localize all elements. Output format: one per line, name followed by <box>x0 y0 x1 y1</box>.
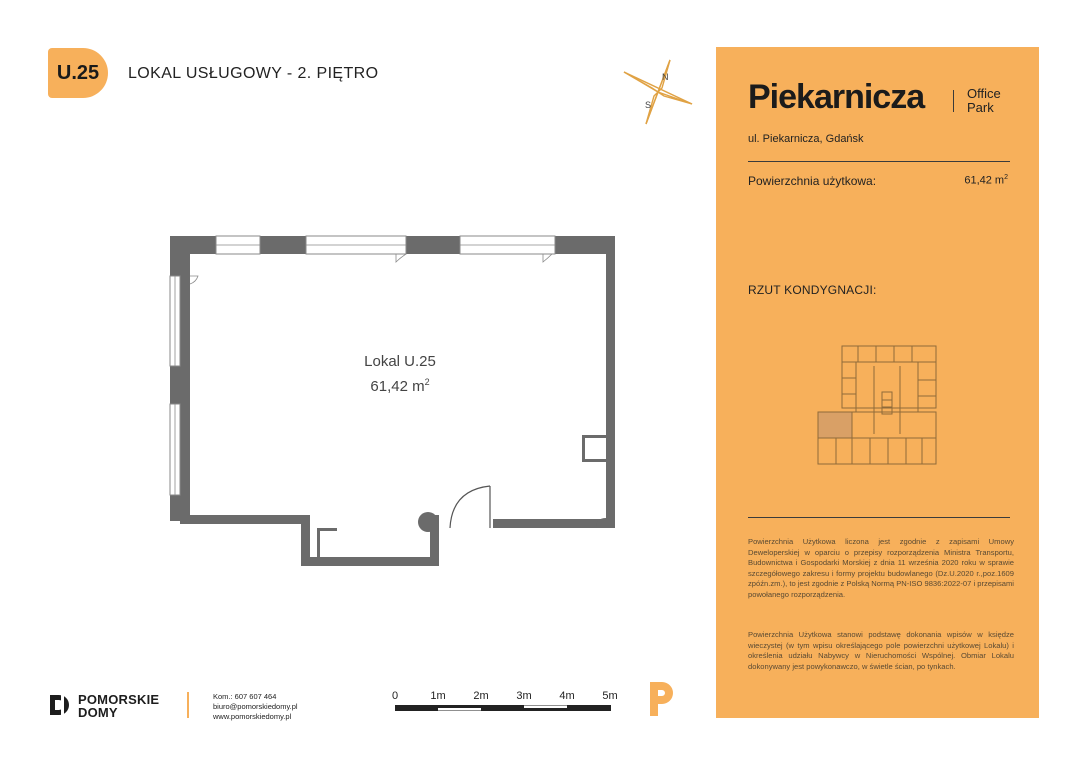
scale-bar <box>395 705 611 711</box>
room-area: 61,42 $m^2$ <box>370 377 430 395</box>
scale-label: 2m <box>473 690 489 702</box>
logo-divider <box>953 90 954 112</box>
compass-icon <box>622 58 694 126</box>
scale-label: 3m <box>516 690 532 702</box>
compass-north-label: N <box>662 72 669 82</box>
logo-sub-park: Park <box>967 100 994 115</box>
scale-label: 1m <box>430 690 446 702</box>
highlighted-unit <box>818 412 852 438</box>
contact-phone: Kom.: 607 607 464 <box>213 692 277 701</box>
pomorskie-domy-logo-icon <box>48 693 74 717</box>
logo-sub-office: Office <box>967 86 1001 101</box>
unit-badge: U.25 <box>48 48 108 98</box>
footer-divider <box>187 692 189 718</box>
divider <box>748 517 1010 518</box>
p-brand-mark-icon <box>648 680 680 718</box>
divider <box>748 161 1010 162</box>
floor-overview-map <box>812 340 942 470</box>
scale-label: 4m <box>559 690 575 702</box>
area-label: Powierzchnia użytkowa: <box>748 174 877 188</box>
piekarnicza-logo: Piekarnicza <box>748 78 925 116</box>
scale-label: 5m <box>602 690 618 702</box>
address: ul. Piekarnicza, Gdańsk <box>748 133 864 145</box>
brand-name-line-1: POMORSKIE <box>78 692 160 707</box>
unit-title: LOKAL USŁUGOWY - 2. PIĘTRO <box>128 65 379 82</box>
scale-label: 0 <box>391 690 399 702</box>
floor-plan <box>160 228 630 573</box>
contact-website[interactable]: www.pomorskiedomy.pl <box>213 712 292 721</box>
plan-walls <box>170 236 615 566</box>
area-note-1: Powierzchnia Użytkowa liczona jest zgodnie z zapisami Umowy Deweloperskiej w oparciu o przepisy rozporządzenia Ministra Transportu, Budownictwa i Gospodarki Morskiej z dnia 11 września 2020 roku w sprawie szczegółowego zakresu i formy projektu budowlanego (Dz.U.2020 r.,poz.1609 zpóźn.zm.), to jest zgodnie z Polską Normą PN-ISO 9836:2022-07 i przepisami powołanego rozporządzenia. <box>748 537 1014 599</box>
brand-name-line-2: DOMY <box>78 705 118 720</box>
compass-south-label: S <box>645 100 652 110</box>
area-note-2: Powierzchnia Użytkowa stanowi podstawę dokonania wpisów w księdze wieczystej (w tym wpisu określającego pole powierzchni użytkowej Lokalu) i określenia udziału Nabywcy w Nieruchomości Wspólnej. Obmiar Lokalu dokonywany jest powykonawczo, w świetle ścian, po tynkach. <box>748 630 1014 671</box>
floor-overview-label: RZUT KONDYGNACJI: <box>748 283 877 297</box>
room-name: Lokal U.25 <box>364 353 436 370</box>
contact-email[interactable]: biuro@pomorskiedomy.pl <box>213 702 298 711</box>
area-value: 61,42 $m^2$ <box>964 174 1008 187</box>
